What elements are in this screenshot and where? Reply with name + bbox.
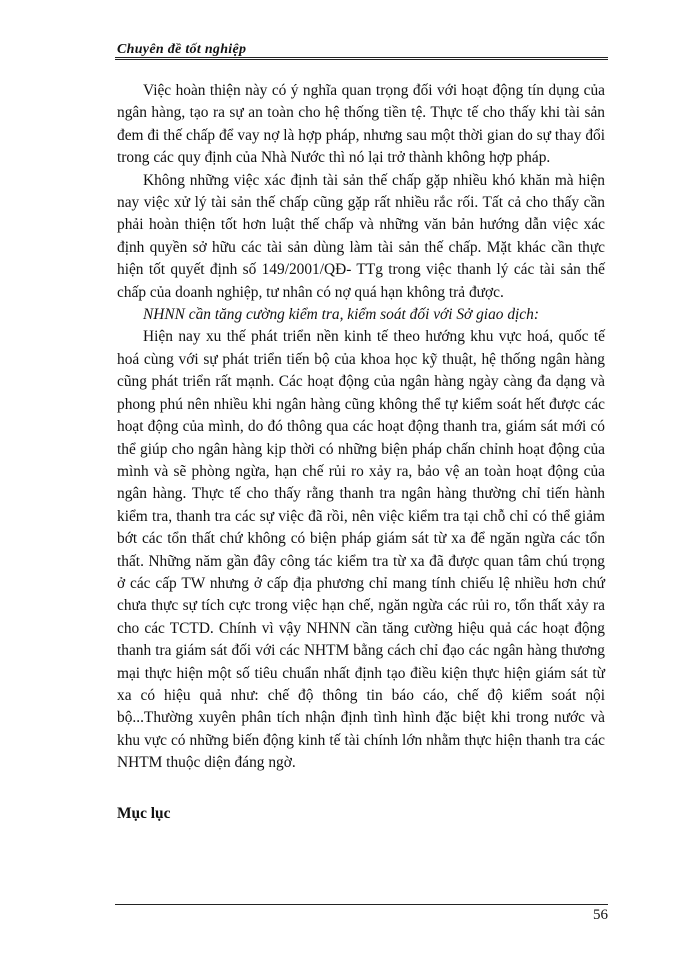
running-header-title: Chuyên đề tốt nghiệp xyxy=(117,42,247,57)
footer-rule xyxy=(115,904,608,905)
paragraph-collateral-legality: Việc hoàn thiện này có ý nghĩa quan trọng đối với hoạt động tín dụng của ngân hàng, tạo ra sự an toàn cho hệ thống tiền tệ. Thực tế cho thấy khi tài sản đem đi thế chấp để vay nợ là hợp pháp, nhưng sau một thời gian do sự thay đổi trong các quy định của Nhà Nước thì nó lại trở thành không hợp pháp. xyxy=(117,82,605,167)
paragraph-collateral-handling: Không những việc xác định tài sản thế chấp gặp nhiều khó khăn mà hiện nay việc xử lý tài sản thế chấp cũng gặp rất nhiều rắc rối. Tất cả cho thấy cần phải hoàn thiện tốt hơn luật thế chấp và những văn bản hướng dẫn việc xác định quyền sở hữu các tài sản dùng làm tài sản thế chấp. Mặt khác cần thực hiện tốt quyết định số 149/2001/QĐ- TTg trong việc thanh lý các tài sản thế chấp của doanh nghiệp, tư nhân có nợ quá hạn không trả được. xyxy=(117,171,605,301)
page-number: 56 xyxy=(593,907,608,923)
paragraph-supervision: Hiện nay xu thế phát triển nền kinh tế theo hướng khu vực hoá, quốc tế hoá cùng với sự phát triển tiến bộ của khoa học kỹ thuật, hệ thống ngân hàng cũng phát triển rất mạnh. Các hoạt động của ngân hàng ngày càng đa dạng và phong phú nên nhiều khi ngân hàng cũng không thể tự kiểm soát hết được các hoạt động của mình, do đó thông qua các hoạt động thanh tra, giám sát mới có thể giúp cho ngân hàng kịp thời có những biện pháp chấn chỉnh hoạt động của mình và sẽ phòng ngừa, hạn chế rủi ro xảy ra, bảo vệ an toàn hoạt động của ngân hàng. Thực tế cho thấy rằng thanh tra ngân hàng thường chỉ tiến hành kiểm tra, thanh tra các sự việc đã rồi, nên việc kiểm tra tại chỗ chỉ có thể giảm bớt các tổn thất chứ không có biện pháp giám sát từ xa để ngăn ngừa các tổn thất. Những năm gần đây công tác kiểm tra từ xa đã được quan tâm chú trọng ở các cấp TW nhưng ở cấp địa phương chỉ mang tính chiếu lệ nhiều hơn chứ chưa thực sự tích cực trong việc hạn chế, ngăn ngừa các rủi ro, tổn thất xảy ra cho các TCTD. Chính vì vậy NHNN cần tăng cường hiệu quả các hoạt động thanh tra giám sát đối với các NHTM bằng cách chỉ đạo các ngân hàng thương mại thực hiện một số tiêu chuẩn nhất định tạo điều kiện thực hiện giám sát từ xa có hiệu quả như: chế độ thông tin báo cáo, chế độ kiểm soát nội bộ...Thường xuyên phân tích nhận định tình hình đặc biệt khi trong nước và khu vực có những biến động kinh tế tài chính lớn nhằm thực hiện thanh tra các NHTM thuộc diện đáng ngờ. xyxy=(117,328,605,772)
document-body xyxy=(117,80,605,775)
header-rule xyxy=(115,57,608,60)
section-subheading: NHNN cần tăng cường kiểm tra, kiểm soát đối với Sở giao dịch: xyxy=(143,306,539,324)
toc-heading: Mục lục xyxy=(117,805,171,822)
